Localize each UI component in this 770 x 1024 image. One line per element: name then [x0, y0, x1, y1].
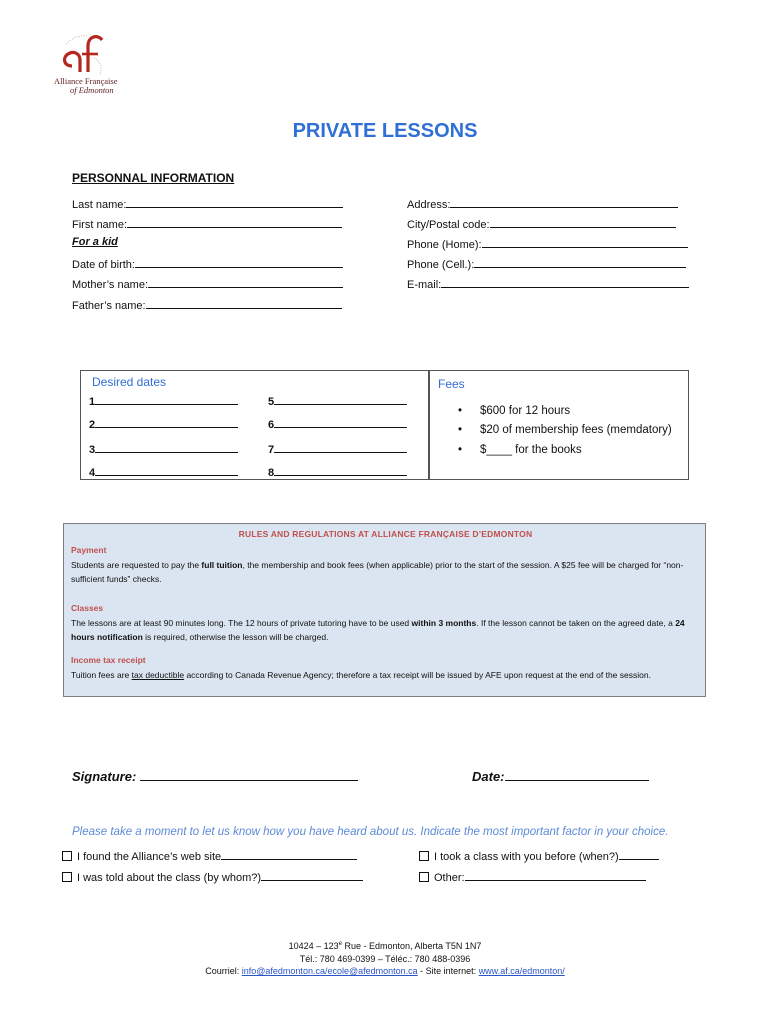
survey-option-label: I took a class with you before (when?): [434, 851, 619, 863]
footer-address-part: Rue - Edmonton, Alberta T5N 1N7: [341, 941, 482, 951]
phone-home-label: Phone (Home):: [407, 239, 482, 251]
checkbox[interactable]: [62, 851, 72, 861]
tax-receipt-text: [71, 668, 701, 682]
classes-bold: 24 hours notification: [71, 618, 685, 642]
survey-option-line[interactable]: [261, 869, 363, 881]
survey-option-line[interactable]: [221, 848, 357, 860]
bullet-icon: •: [458, 424, 463, 436]
desired-dates-heading: Desired dates: [92, 375, 167, 389]
fees-box: [429, 370, 689, 480]
date-slot-line[interactable]: [274, 464, 407, 476]
date-slot[interactable]: [89, 393, 238, 408]
date-slot[interactable]: [89, 416, 238, 431]
survey-option-other[interactable]: [419, 869, 646, 884]
dob-line[interactable]: [135, 256, 343, 268]
checkbox[interactable]: [62, 872, 72, 882]
date-slot-number: 5: [268, 396, 275, 408]
footer-site-link[interactable]: www.af.ca/edmonton/: [478, 966, 565, 976]
date-line[interactable]: [505, 767, 649, 781]
desired-dates-box: [80, 370, 429, 480]
father-name-line[interactable]: [146, 297, 342, 309]
date-slot-number: 6: [268, 419, 275, 431]
date-slot[interactable]: [268, 441, 407, 456]
fee-item-text: $20 of membership fees (memdatory): [480, 424, 672, 436]
classes-text-part: The lessons are at least 90 minutes long. The 12 hours of private tutoring have to be used: [71, 618, 412, 628]
mother-name-line[interactable]: [148, 276, 343, 288]
fee-item: [458, 405, 570, 417]
tax-text-part: Tuition fees are: [71, 670, 132, 680]
tax-text-part: according to Canada Revenue Agency; therefore a tax receipt will be issued by AFE upon request at the end of the session.: [184, 670, 651, 680]
date-slot[interactable]: [268, 393, 407, 408]
date-slot-number: 7: [268, 444, 275, 456]
payment-text-part: Students are requested to pay the: [71, 560, 202, 570]
fee-item-text: $600 for 12 hours: [480, 405, 571, 417]
last-name-field[interactable]: [72, 196, 343, 211]
logo-text-line2: of Edmonton: [70, 85, 114, 95]
date-slot[interactable]: [268, 416, 407, 431]
footer-address: [0, 941, 770, 951]
page-title: PRIVATE LESSONS: [292, 120, 478, 142]
first-name-label: First name:: [72, 219, 128, 231]
signature-line[interactable]: [140, 767, 358, 781]
logo-text-line1: Alliance Française: [54, 76, 118, 86]
survey-option-label: I was told about the class (by whom?): [77, 872, 262, 884]
survey-option-line[interactable]: [465, 869, 646, 881]
survey-question: Please take a moment to let us know how you have heard about us. Indicate the most important factor in your choice.: [72, 826, 669, 838]
payment-heading: Payment: [71, 545, 107, 555]
last-name-label: Last name:: [72, 199, 127, 211]
payment-bold: full tuition: [201, 560, 243, 570]
first-name-line[interactable]: [127, 216, 342, 228]
footer-phone: Tél.: 780 469-0399 – Téléc.: 780 488-0396: [299, 954, 471, 964]
date-of-birth-field[interactable]: [72, 256, 343, 271]
fee-item: [458, 424, 672, 436]
address-line[interactable]: [450, 196, 678, 208]
classes-text: [71, 616, 701, 644]
dob-label: Date of birth:: [72, 259, 135, 271]
personal-info-heading: PERSONNAL INFORMATION: [72, 171, 235, 185]
signature-label: Signature:: [72, 769, 137, 784]
date-slot-number: 4: [89, 467, 96, 479]
phone-cell-field[interactable]: [407, 256, 686, 271]
footer-contact: [0, 966, 770, 976]
rules-box: [63, 523, 706, 697]
bullet-icon: •: [458, 444, 463, 456]
date-slot-line[interactable]: [95, 464, 238, 476]
survey-option-label: Other:: [434, 872, 465, 884]
survey-option-website[interactable]: [62, 848, 357, 863]
footer-address-sup: e: [338, 941, 342, 947]
footer-email-label: Courriel:: [205, 966, 242, 976]
survey-option-previous-class[interactable]: [419, 848, 659, 863]
footer-address-part: 10424 – 123: [288, 941, 339, 951]
father-name-label: Father’s name:: [72, 300, 146, 312]
fee-item: [458, 444, 582, 456]
address-label: Address:: [407, 199, 451, 211]
email-field[interactable]: [407, 276, 689, 291]
date-slot-line[interactable]: [95, 393, 238, 405]
email-label: E-mail:: [407, 279, 442, 291]
date-slot-line[interactable]: [274, 393, 407, 405]
bullet-icon: •: [458, 405, 463, 417]
phone-home-line[interactable]: [482, 236, 688, 248]
last-name-line[interactable]: [126, 196, 343, 208]
classes-text-part: . If the lesson cannot be taken on the agreed date, a: [476, 618, 676, 628]
first-name-field[interactable]: [72, 216, 342, 231]
date-label: Date:: [472, 769, 505, 784]
classes-heading: Classes: [71, 603, 104, 613]
checkbox[interactable]: [419, 851, 429, 861]
mother-name-label: Mother’s name:: [72, 279, 149, 291]
rules-title: RULES AND REGULATIONS AT ALLIANCE FRANÇAISE D’EDMONTON: [238, 529, 533, 539]
phone-cell-label: Phone (Cell.):: [407, 259, 475, 271]
date-slot[interactable]: [89, 464, 238, 479]
date-slot-number: 2: [89, 419, 96, 431]
date-slot-number: 1: [89, 396, 96, 408]
date-slot-line[interactable]: [95, 441, 238, 453]
date-slot-line[interactable]: [274, 416, 407, 428]
city-postal-line[interactable]: [490, 216, 676, 228]
date-slot-line[interactable]: [274, 441, 407, 453]
date-slot[interactable]: [268, 464, 407, 479]
phone-cell-line[interactable]: [474, 256, 686, 268]
father-name-field[interactable]: [72, 297, 342, 312]
checkbox[interactable]: [419, 872, 429, 882]
date-field[interactable]: [472, 767, 649, 784]
tax-receipt-heading: Income tax receipt: [71, 655, 146, 665]
mother-name-field[interactable]: [72, 276, 343, 291]
date-slot-line[interactable]: [95, 416, 238, 428]
date-slot-number: 3: [89, 444, 96, 456]
survey-option-told-by[interactable]: [62, 869, 363, 884]
classes-text-part: is required, otherwise the lesson will be charged.: [142, 632, 329, 642]
tax-underlined: tax deductible: [131, 670, 185, 680]
survey-option-label: I found the Alliance’s web site: [77, 851, 222, 863]
fee-item-text: $____ for the books: [480, 444, 582, 456]
phone-home-field[interactable]: [407, 236, 688, 251]
classes-bold: within 3 months: [411, 618, 477, 628]
for-kid-heading: For a kid: [72, 236, 118, 248]
date-slot[interactable]: [89, 441, 238, 456]
payment-text-part: , the membership and book fees (when applicable) prior to the start of the session. A $25 fee will be charged for “non-sufficient funds” checks.: [71, 560, 684, 584]
fees-heading: Fees: [438, 377, 465, 391]
email-line[interactable]: [441, 276, 689, 288]
date-slot-number: 8: [268, 467, 275, 479]
city-postal-label: City/Postal code:: [407, 219, 490, 231]
payment-text: [71, 558, 701, 586]
survey-option-line[interactable]: [619, 848, 659, 860]
logo-emblem: [65, 36, 102, 74]
footer-site-label: - Site internet:: [417, 966, 479, 976]
footer-email-link[interactable]: info@afedmonton.ca/ecole@afedmonton.ca: [241, 966, 418, 976]
city-postal-field[interactable]: [407, 216, 676, 231]
address-field[interactable]: [407, 196, 678, 211]
signature-field[interactable]: [72, 767, 358, 784]
